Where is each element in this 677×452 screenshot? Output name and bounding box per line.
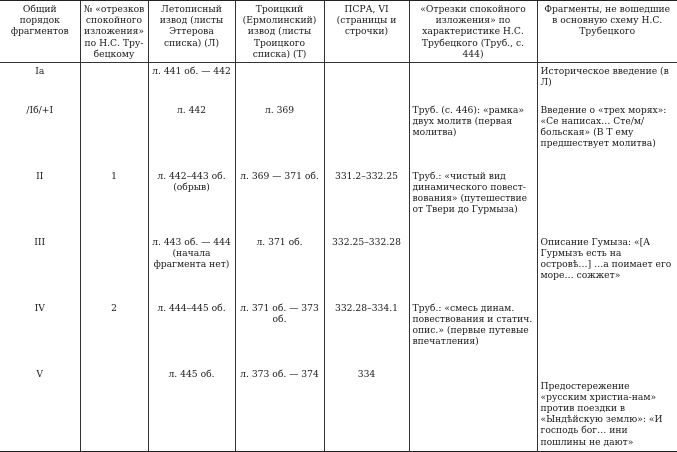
- table-row: [0, 355, 677, 452]
- cell-number: [80, 91, 148, 157]
- cell-order: Ia: [35, 66, 45, 78]
- cell-psra: [324, 63, 409, 91]
- cell-otrezki: Труб.: «чистый вид динамического повест-вования» (путешествие от Твери до Гурмыза): [409, 157, 537, 223]
- cell-letopisny: л. 442–443 об. (обрыв): [148, 157, 235, 223]
- cell-psra: 332.25–332.28: [324, 223, 409, 289]
- cell-letopisny: л. 445 об.: [148, 355, 235, 452]
- cell-fragments: Описание Гумыза: «[А Гурмызъ есть на островѣ…] …а поимает его море… сожжет»: [537, 223, 677, 289]
- cell-number: [80, 223, 148, 289]
- header-letopisny: Летописный извод (листы Эттерова списка) (Л): [148, 1, 235, 63]
- cell-letopisny: л. 441 об. — 442: [148, 63, 235, 91]
- cell-order: V: [0, 355, 80, 452]
- cell-letopisny: л. 444–445 об.: [148, 289, 235, 355]
- cell-psra: 334: [324, 355, 409, 452]
- cell-fragments: [537, 289, 677, 355]
- cell-fragments: Введение о «трех морях»: «Се написах… Сте/м/больская» (В Т ему предшествует молитва): [537, 91, 677, 157]
- table-row: [0, 63, 677, 91]
- table-row: [0, 223, 677, 289]
- cell-psra: 331.2–332.25: [324, 157, 409, 223]
- cell-troitsky: л. 371 об. — 373 об.: [235, 289, 324, 355]
- cell-psra: 332.28–334.1: [324, 289, 409, 355]
- cell-psra: [324, 91, 409, 157]
- table-header: [0, 1, 677, 63]
- header-order: Общий порядок фрагментов: [0, 1, 80, 63]
- cell-otrezki: [409, 355, 537, 452]
- cell-otrezki: Труб.: «смесь динам. повествования и статич. опис.» (первые путевые впечатления): [409, 289, 537, 355]
- table-row: [0, 289, 677, 355]
- header-number: № «отрезков спокойного изложения» по Н.С. Тру-бецкому: [80, 1, 148, 63]
- cell-troitsky: [235, 63, 324, 91]
- cell-number: 2: [80, 289, 148, 355]
- cell-order: III: [34, 236, 46, 248]
- cell-fragments: Историческое введение (в Л): [537, 63, 677, 91]
- cell-otrezki: Труб. (с. 446): «рамка» двух молитв (первая молитва): [409, 91, 537, 157]
- table-body: [0, 63, 677, 451]
- header-troitsky: Троицкий (Ермолинский) извод (листы Троицкого списка) (Т): [235, 1, 324, 63]
- cell-otrezki: [409, 223, 537, 289]
- header-otrezki: «Отрезки спокойного изложения» по характеристике Н.С. Трубецкого (Труб., с. 444): [409, 1, 537, 63]
- cell-order: II: [36, 170, 44, 182]
- cell-fragments: Предостережение «русским христиа-нам» против поездки в «Ындѣйскую землю»: «И господь бог… ини пошлины не дают»: [537, 355, 677, 452]
- cell-number: 1: [80, 157, 148, 223]
- cell-order: IV: [34, 302, 45, 314]
- cell-number: [80, 63, 148, 91]
- cell-letopisny: л. 442: [148, 91, 235, 157]
- cell-troitsky: л. 369 — 371 об.: [235, 157, 324, 223]
- cell-number: [80, 355, 148, 452]
- cell-fragments: [537, 157, 677, 223]
- table-row: [0, 91, 677, 157]
- cell-troitsky: л. 373 об. — 374: [235, 355, 324, 452]
- cell-order: /Iб/+I: [26, 104, 54, 116]
- header-fragments: Фрагменты, не вошедшие в основную схему Н.С. Трубецкого: [537, 1, 677, 63]
- header-psra: ПСРА, VI (страницы и строчки): [324, 1, 409, 63]
- table-row: [0, 157, 677, 223]
- cell-otrezki: [409, 63, 537, 91]
- cell-troitsky: л. 369: [235, 91, 324, 157]
- cell-troitsky: л. 371 об.: [235, 223, 324, 289]
- cell-letopisny: л. 443 об. — 444 (начала фрагмента нет): [148, 223, 235, 289]
